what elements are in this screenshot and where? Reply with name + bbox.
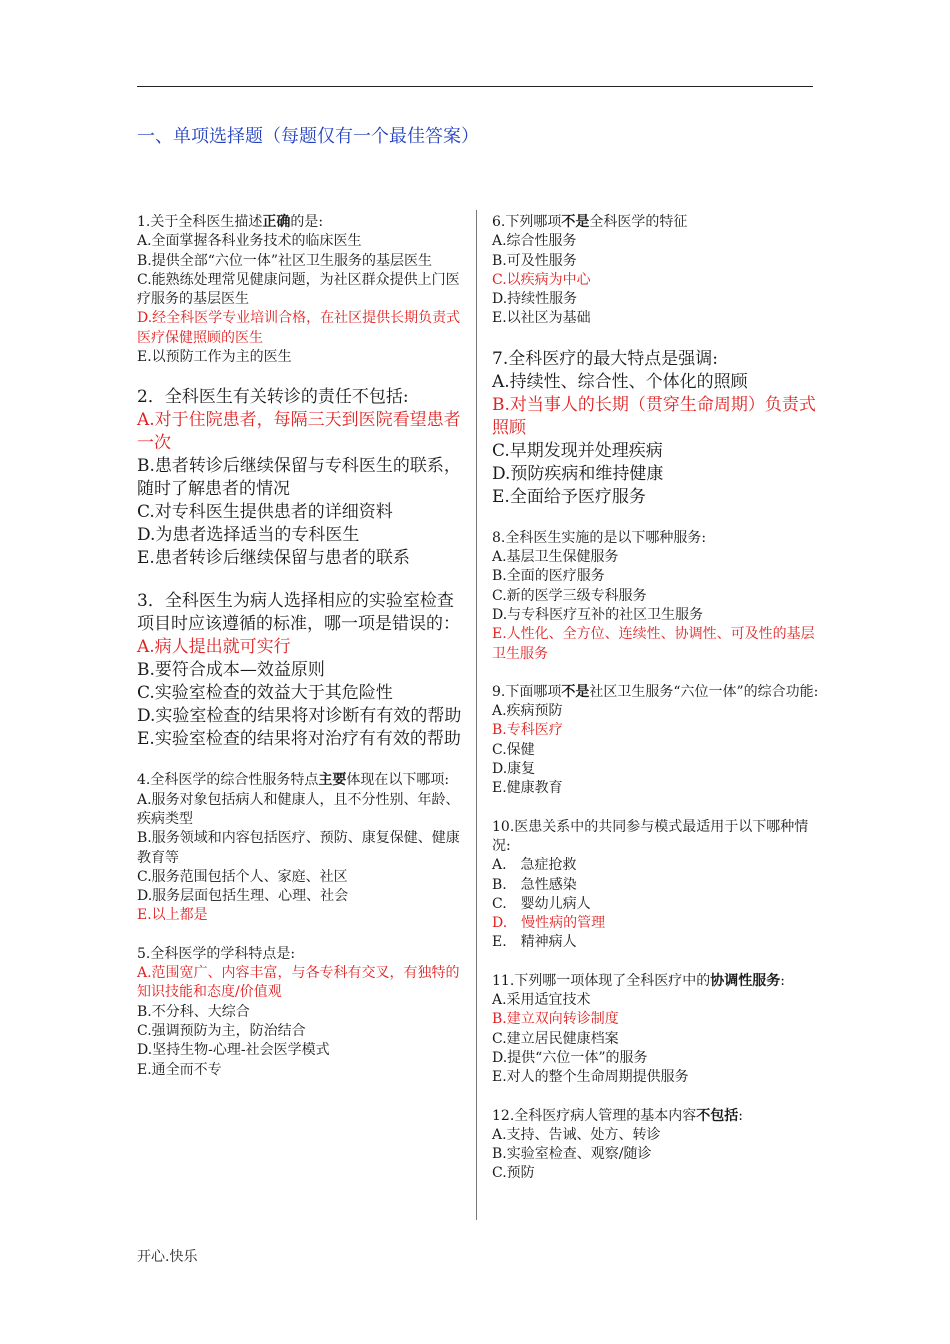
stem-text: 5.全科医学的学科特点是: — [137, 945, 296, 962]
answer-option: E.通全而不专 — [137, 1061, 222, 1078]
answer-option: D.为患者选择适当的专科医生 — [137, 525, 360, 546]
answer-option: E.以预防工作为主的医生 — [137, 349, 292, 366]
stem-text: : — [780, 972, 785, 989]
answer-option: D.康复 — [492, 761, 536, 778]
answer-option: C. 婴幼儿病人 — [492, 895, 591, 912]
question-block — [137, 771, 467, 925]
question-block — [137, 590, 467, 751]
answer-option: C.建立居民健康档案 — [492, 1030, 619, 1047]
answer-option-correct: B.建立双向转诊制度 — [492, 1011, 619, 1028]
question-stem — [492, 972, 822, 991]
question-stem — [137, 386, 467, 409]
answer-option: C.服务范围包括个人、家庭、社区 — [137, 868, 348, 885]
answer-option: B.全面的医疗服务 — [492, 568, 605, 585]
question-block — [492, 972, 822, 1088]
stem-text: 4.全科医学的综合性服务特点 — [137, 772, 319, 789]
answer-option: C.预防 — [492, 1165, 535, 1182]
stem-text: 的是: — [290, 214, 324, 230]
answer-option: E.实验室检查的结果将对治疗有有效的帮助 — [137, 729, 461, 750]
answer-option-correct: A.病人提出就可实行 — [137, 637, 291, 658]
question-stem — [492, 1107, 822, 1126]
stem-text: 社区卫生服务“六位一体”的综合功能: — [589, 683, 819, 700]
question-stem — [492, 683, 822, 702]
question-stem — [137, 590, 467, 636]
answer-option: C.对专科医生提供患者的详细资料 — [137, 502, 393, 523]
answer-option-correct: B.对当事人的长期（贯穿生命周期）负责式照顾 — [492, 394, 816, 438]
stem-emphasis: 不是 — [561, 683, 590, 700]
answer-option-correct: A.范围宽广、内容丰富，与各专科有交叉，有独特的知识技能和态度/价值观 — [137, 965, 460, 1001]
answer-option: B.患者转诊后继续保留与专科医生的联系，随时了解患者的情况 — [137, 456, 461, 500]
stem-emphasis: 主要 — [318, 772, 347, 789]
stem-text: 全科医学的特征 — [589, 214, 688, 230]
stem-text: 1.关于全科医生描述 — [137, 214, 263, 230]
answer-option: D.持续性服务 — [492, 291, 578, 308]
header-rule — [137, 86, 813, 87]
question-block — [492, 1107, 822, 1184]
answer-option: C.能熟练处理常见健康问题，为社区群众提供上门医疗服务的基层医生 — [137, 271, 460, 308]
answer-option: B.可及性服务 — [492, 252, 577, 269]
answer-option: B. 急性感染 — [492, 876, 577, 893]
answer-option: B.要符合成本—效益原则 — [137, 660, 325, 681]
right-column — [492, 213, 822, 1203]
question-block — [137, 945, 467, 1080]
answer-option: C.新的医学三级专科服务 — [492, 587, 647, 604]
answer-option: D.服务层面包括生理、心理、社会 — [137, 888, 349, 905]
stem-text: 6.下列哪项 — [492, 214, 562, 230]
answer-option: B.服务领域和内容包括医疗、预防、康复保健、健康教育等 — [137, 830, 460, 866]
section-title: 一、单项选择题（每题仅有一个最佳答案） — [137, 126, 479, 147]
question-stem — [492, 213, 822, 232]
question-stem — [492, 529, 822, 548]
question-block — [492, 683, 822, 799]
answer-option-correct: B.专科医疗 — [492, 722, 563, 739]
answer-option: D.实验室检查的结果将对诊断有有效的帮助 — [137, 706, 462, 727]
question-block — [492, 348, 822, 509]
answer-option: D.坚持生物-心理-社会医学模式 — [137, 1042, 330, 1059]
question-stem — [137, 945, 467, 964]
answer-option: A.持续性、综合性、个体化的照顾 — [492, 371, 748, 392]
answer-option-correct: E.人性化、全方位、连续性、协调性、可及性的基层卫生服务 — [492, 626, 815, 662]
answer-option-correct: E.以上都是 — [137, 907, 208, 924]
stem-text: 体现在以下哪项: — [346, 772, 450, 789]
answer-option: E.以社区为基础 — [492, 310, 591, 327]
stem-text: 12.全科医疗病人管理的基本内容 — [492, 1107, 697, 1124]
answer-option: C.强调预防为主，防治结合 — [137, 1022, 306, 1039]
answer-option: A.全面掌握各科业务技术的临床医生 — [137, 233, 362, 250]
stem-text: 10.医患关系中的共同参与模式最适用于以下哪种情况: — [492, 818, 809, 854]
left-column — [137, 213, 467, 1099]
answer-option: A.服务对象包括病人和健康人，且不分性别、年龄、疾病类型 — [137, 791, 460, 827]
stem-emphasis: 协调性服务 — [710, 972, 781, 989]
page-footer: 开心.快乐 — [137, 1249, 198, 1265]
question-block — [492, 818, 822, 953]
stem-text: 9.下面哪项 — [492, 683, 562, 700]
stem-text: 3．全科医生为病人选择相应的实验室检查项目时应该遵循的标准，哪一项是错误的： — [137, 591, 460, 635]
answer-option: C.实验室检查的效益大于其危险性 — [137, 683, 393, 704]
stem-text: 7.全科医疗的最大特点是强调: — [492, 348, 718, 369]
answer-option: D.提供“六位一体”的服务 — [492, 1049, 648, 1066]
answer-option-correct: D. 慢性病的管理 — [492, 915, 606, 932]
question-block — [492, 529, 822, 664]
stem-text: 11.下列哪一项体现了全科医疗中的 — [492, 972, 711, 989]
column-divider — [476, 210, 477, 1220]
answer-option: E.全面给予医疗服务 — [492, 486, 646, 507]
answer-option-correct: C.以疾病为中心 — [492, 271, 591, 288]
answer-option: B.提供全部“六位一体”社区卫生服务的基层医生 — [137, 252, 433, 269]
answer-option: C.保健 — [492, 741, 535, 758]
question-stem — [492, 348, 822, 371]
answer-option: E.患者转诊后继续保留与患者的联系 — [137, 548, 410, 569]
stem-emphasis: 不包括 — [696, 1107, 739, 1124]
answer-option: E. 精神病人 — [492, 934, 577, 951]
answer-option-correct: A.对于住院患者，每隔三天到医院看望患者一次 — [137, 410, 461, 454]
question-stem — [137, 213, 467, 232]
answer-option-correct: D.经全科医学专业培训合格，在社区提供长期负责式医疗保健照顾的医生 — [137, 310, 461, 346]
answer-option: A.综合性服务 — [492, 233, 577, 250]
answer-option: C.早期发现并处理疾病 — [492, 440, 663, 461]
answer-option: B.实验室检查、观察/随诊 — [492, 1146, 652, 1163]
question-block — [492, 213, 822, 329]
answer-option: A. 急症抢救 — [492, 857, 577, 874]
answer-option: D.与专科医疗互补的社区卫生服务 — [492, 606, 704, 623]
stem-emphasis: 不是 — [561, 214, 590, 230]
stem-text: : — [738, 1107, 743, 1124]
question-block — [137, 386, 467, 570]
answer-option: D.预防疾病和维持健康 — [492, 463, 664, 484]
question-stem — [137, 771, 467, 790]
answer-option: A.基层卫生保健服务 — [492, 549, 619, 566]
question-block — [137, 213, 467, 367]
answer-option: E.健康教育 — [492, 780, 563, 797]
stem-text: 8.全科医生实施的是以下哪种服务: — [492, 529, 707, 546]
answer-option: A.采用适宜技术 — [492, 992, 591, 1009]
answer-option: A.支持、告诫、处方、转诊 — [492, 1126, 661, 1143]
answer-option: A.疾病预防 — [492, 703, 563, 720]
question-stem — [492, 818, 822, 857]
answer-option: B.不分科、大综合 — [137, 1003, 250, 1020]
stem-emphasis: 正确 — [262, 214, 291, 230]
stem-text: 2．全科医生有关转诊的责任不包括: — [137, 387, 409, 408]
answer-option: E.对人的整个生命周期提供服务 — [492, 1069, 689, 1086]
